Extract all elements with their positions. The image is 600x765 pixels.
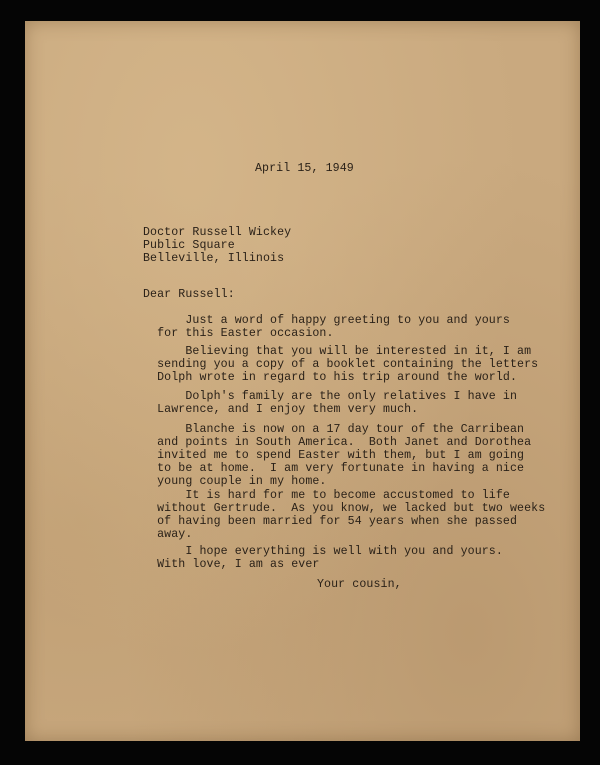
recipient-name: Doctor Russell Wickey xyxy=(143,226,292,239)
closing: Your cousin, xyxy=(317,578,402,591)
paragraph-family: Dolph's family are the only relatives I have in Lawrence, and I enjoy them very much. xyxy=(157,390,518,416)
recipient-street: Public Square xyxy=(143,239,235,252)
letter-paper xyxy=(25,21,580,741)
paragraph-gertrude: It is hard for me to become accustomed to life without Gertrude. As you know, we lacked but two weeks of having been married for 54 years when she passed away. xyxy=(157,489,546,541)
paragraph-wishes: I hope everything is well with you and yours. With love, I am as ever xyxy=(157,545,503,571)
recipient-address xyxy=(143,226,291,265)
paragraph-blanche: Blanche is now on a 17 day tour of the Carribean and points in South America. Both Janet and Dorothea invited me to spend Easter with them, but I am going to be at home. I am very fortunate in having a nice young couple in my home. xyxy=(157,423,532,488)
salutation: Dear Russell: xyxy=(143,288,235,301)
recipient-city: Belleville, Illinois xyxy=(143,252,285,265)
paragraph-greeting: Just a word of happy greeting to you and yours for this Easter occasion. xyxy=(157,314,510,340)
paragraph-booklet: Believing that you will be interested in it, I am sending you a copy of a booklet containing the letters Dolph wrote in regard to his trip around the world. xyxy=(157,345,539,384)
letter-date: April 15, 1949 xyxy=(255,162,354,175)
